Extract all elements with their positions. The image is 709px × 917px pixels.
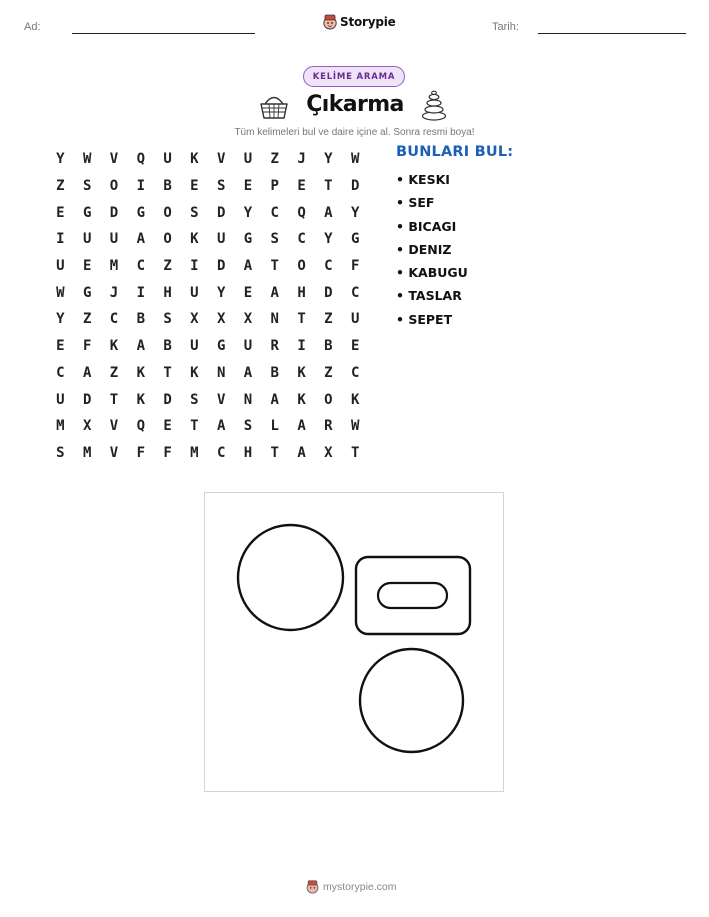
grid-letter[interactable]: M (82, 444, 92, 461)
grid-letter[interactable]: J (109, 284, 119, 301)
grid-letter[interactable]: S (190, 204, 199, 221)
grid-letter[interactable]: R (270, 338, 279, 355)
grid-letter[interactable]: L (270, 418, 279, 435)
category-badge: KELİME ARAMA (303, 66, 405, 87)
name-label: Ad: (24, 21, 41, 33)
grid-letter[interactable]: T (109, 391, 119, 408)
grid-letter[interactable]: V (109, 151, 119, 168)
grid-letter[interactable]: Y (56, 311, 65, 328)
grid-letter[interactable]: W (82, 151, 92, 168)
grid-letter[interactable]: A (216, 418, 226, 435)
grid-letter[interactable]: A (297, 444, 306, 461)
grid-letter[interactable]: Z (109, 364, 119, 381)
grid-letter[interactable]: D (163, 391, 172, 408)
footer (306, 879, 397, 894)
grid-letter[interactable]: A (324, 204, 333, 221)
grid-letter[interactable]: Q (136, 418, 145, 435)
grid-letter[interactable]: A (243, 258, 253, 275)
grid-letter[interactable]: W (350, 151, 360, 168)
grid-letter[interactable]: K (190, 364, 199, 381)
grid-letter[interactable]: Y (350, 204, 360, 221)
coloring-picture (205, 493, 503, 791)
grid-letter[interactable]: K (297, 391, 306, 408)
grid-letter[interactable]: U (350, 311, 360, 328)
word-search-grid (47, 146, 369, 466)
grid-letter[interactable]: S (82, 178, 92, 195)
grid-letter[interactable]: W (56, 284, 65, 301)
grid-letter[interactable]: I (297, 338, 306, 355)
grid-letter[interactable]: U (82, 231, 92, 248)
grid-letter[interactable]: K (136, 364, 145, 381)
grid-letter[interactable]: O (324, 391, 333, 408)
grid-letter[interactable]: K (109, 338, 119, 355)
grid-letter[interactable]: U (109, 231, 119, 248)
grid-letter[interactable]: S (190, 391, 199, 408)
grid-letter[interactable]: Q (297, 204, 306, 221)
grid-letter[interactable]: W (350, 418, 360, 435)
grid-letter[interactable]: G (350, 231, 360, 248)
grid-letter[interactable]: E (350, 338, 360, 355)
grid-letter[interactable]: A (297, 418, 306, 435)
grid-letter[interactable]: U (243, 151, 253, 168)
grid-letter[interactable]: G (243, 231, 253, 248)
grid-letter[interactable]: V (109, 418, 119, 435)
footer-url: mystorypie.com (323, 880, 397, 893)
grid-letter[interactable]: F (163, 444, 172, 461)
grid-letter[interactable]: D (82, 391, 92, 408)
grid-letter[interactable]: H (163, 284, 172, 301)
grid-letter[interactable]: O (163, 204, 172, 221)
grid-letter[interactable]: D (324, 284, 333, 301)
grid-letter[interactable]: S (243, 418, 253, 435)
basket-icon (259, 92, 289, 120)
grid-letter[interactable]: K (136, 391, 145, 408)
grid-letter[interactable]: A (82, 364, 92, 381)
grid-letter[interactable]: X (216, 311, 226, 328)
grid-letter[interactable]: A (136, 231, 145, 248)
grid-letter[interactable]: D (216, 258, 226, 275)
grid-letter[interactable]: C (270, 204, 279, 221)
grid-letter[interactable]: C (324, 258, 333, 275)
grid-letter[interactable]: N (243, 391, 253, 408)
grid-letter[interactable]: I (190, 258, 199, 275)
grid-letter[interactable]: U (190, 284, 199, 301)
grid-letter[interactable]: C (109, 311, 119, 328)
grid-letter[interactable]: S (216, 178, 226, 195)
grid-letter[interactable]: X (324, 444, 333, 461)
word-list-title: BUNLARI BUL: (396, 144, 514, 160)
grid-letter[interactable]: B (324, 338, 333, 355)
grid-letter[interactable]: X (243, 311, 253, 328)
grid-letter[interactable]: I (136, 284, 145, 301)
stacked-stones-icon (421, 90, 447, 121)
grid-letter[interactable]: T (324, 178, 333, 195)
grid-letter[interactable]: U (190, 338, 199, 355)
grid-letter[interactable]: Z (324, 364, 333, 381)
grid-letter[interactable]: Y (324, 151, 333, 168)
grid-letter[interactable]: D (109, 204, 119, 221)
grid-letter[interactable]: K (350, 391, 360, 408)
grid-letter[interactable]: K (190, 231, 199, 248)
brand-logo (323, 13, 396, 30)
grid-letter[interactable]: Z (163, 258, 172, 275)
grid-letter[interactable]: F (82, 338, 92, 355)
grid-letter[interactable]: E (56, 338, 65, 355)
grid-letter[interactable]: F (350, 258, 360, 275)
instructions: Tüm kelimeleri bul ve daire içine al. Sonra resmi boya! (234, 127, 475, 138)
coloring-circle (238, 525, 343, 630)
grid-letter[interactable]: O (109, 178, 119, 195)
grid-letter[interactable]: Z (324, 311, 333, 328)
grid-letter[interactable]: S (163, 311, 172, 328)
grid-letter[interactable]: S (270, 231, 279, 248)
grid-letter[interactable]: F (136, 444, 145, 461)
grid-letter[interactable]: E (243, 284, 253, 301)
grid-letter[interactable]: Y (216, 284, 226, 301)
grid-letter[interactable]: B (136, 311, 145, 328)
storypie-mascot-icon (323, 13, 337, 30)
grid-letter[interactable]: P (270, 178, 279, 195)
grid-letter[interactable]: H (243, 444, 253, 461)
name-line (72, 33, 255, 34)
word-item: • BICAGI (396, 218, 468, 241)
word-item: • KESKI (396, 171, 468, 194)
grid-letter[interactable]: M (109, 258, 119, 275)
grid-letter[interactable]: E (297, 178, 306, 195)
grid-letter[interactable]: C (136, 258, 145, 275)
grid-letter[interactable]: T (270, 258, 279, 275)
grid-letter[interactable]: U (163, 151, 172, 168)
grid-letter[interactable]: Z (270, 151, 279, 168)
grid-letter[interactable]: U (243, 338, 253, 355)
grid-letter[interactable]: C (216, 444, 226, 461)
page-title: Çıkarma (306, 92, 404, 117)
grid-letter[interactable]: D (216, 204, 226, 221)
grid-letter[interactable]: T (350, 444, 360, 461)
word-item: • TASLAR (396, 287, 468, 310)
grid-letter[interactable]: E (190, 178, 199, 195)
word-item: • SEPET (396, 311, 468, 334)
word-item: • DENIZ (396, 241, 468, 264)
grid-letter[interactable]: J (297, 151, 306, 168)
brand-name: Storypie (340, 14, 396, 29)
date-line (538, 33, 686, 34)
grid-letter[interactable]: B (163, 338, 172, 355)
grid-letter[interactable]: I (136, 178, 145, 195)
grid-letter[interactable]: U (56, 391, 65, 408)
grid-letter[interactable]: G (136, 204, 145, 221)
grid-letter[interactable]: Q (136, 151, 145, 168)
grid-letter[interactable]: D (350, 178, 360, 195)
grid-letter[interactable]: X (82, 418, 92, 435)
grid-letter[interactable]: T (270, 444, 279, 461)
grid-letter[interactable]: B (270, 364, 279, 381)
grid-letter[interactable]: R (324, 418, 333, 435)
grid-letter[interactable]: A (243, 364, 253, 381)
grid-letter[interactable]: M (190, 444, 199, 461)
grid-letter[interactable]: E (82, 258, 92, 275)
grid-letter[interactable]: E (163, 418, 172, 435)
grid-letter[interactable]: O (163, 231, 172, 248)
word-list (396, 171, 468, 334)
grid-letter[interactable]: E (56, 204, 65, 221)
grid-letter[interactable]: H (297, 284, 306, 301)
grid-letter[interactable]: C (350, 284, 360, 301)
word-item: • KABUGU (396, 264, 468, 287)
grid-letter[interactable]: U (56, 258, 65, 275)
grid-letter[interactable]: Y (324, 231, 333, 248)
grid-letter[interactable]: I (56, 231, 65, 248)
grid-letter[interactable]: A (270, 284, 279, 301)
grid-letter[interactable]: C (56, 364, 65, 381)
coloring-pill (378, 583, 447, 608)
grid-letter[interactable]: C (297, 231, 306, 248)
grid-letter[interactable]: U (216, 231, 226, 248)
grid-letter[interactable]: Z (56, 178, 65, 195)
grid-letter[interactable]: O (297, 258, 306, 275)
grid-letter[interactable]: Z (82, 311, 92, 328)
grid-letter[interactable]: Y (56, 151, 65, 168)
grid-letter[interactable]: G (82, 204, 92, 221)
grid-letter[interactable]: A (270, 391, 279, 408)
date-label: Tarih: (492, 21, 519, 33)
grid-letter[interactable]: E (243, 178, 253, 195)
grid-letter[interactable]: K (190, 151, 199, 168)
grid-letter[interactable]: V (216, 391, 226, 408)
storypie-mascot-icon (306, 879, 319, 894)
grid-letter[interactable]: T (297, 311, 306, 328)
grid-letter[interactable]: G (216, 338, 226, 355)
grid-letter[interactable]: B (163, 178, 172, 195)
grid-letter[interactable]: N (270, 311, 279, 328)
grid-letter[interactable]: G (82, 284, 92, 301)
grid-letter[interactable]: C (350, 364, 360, 381)
grid-letter[interactable]: V (216, 151, 226, 168)
grid-letter[interactable]: N (216, 364, 226, 381)
word-item: • SEF (396, 194, 468, 217)
coloring-circle (360, 649, 463, 752)
grid-letter[interactable]: A (136, 338, 145, 355)
grid-letter[interactable]: T (190, 418, 199, 435)
grid-letter[interactable]: T (163, 364, 172, 381)
grid-letter[interactable]: V (109, 444, 119, 461)
grid-letter[interactable]: X (190, 311, 199, 328)
coloring-picture-frame (204, 492, 504, 792)
grid-letter[interactable]: Y (243, 204, 253, 221)
grid-letter[interactable]: M (56, 418, 65, 435)
grid-letter[interactable]: S (56, 444, 65, 461)
grid-letter[interactable]: K (297, 364, 306, 381)
